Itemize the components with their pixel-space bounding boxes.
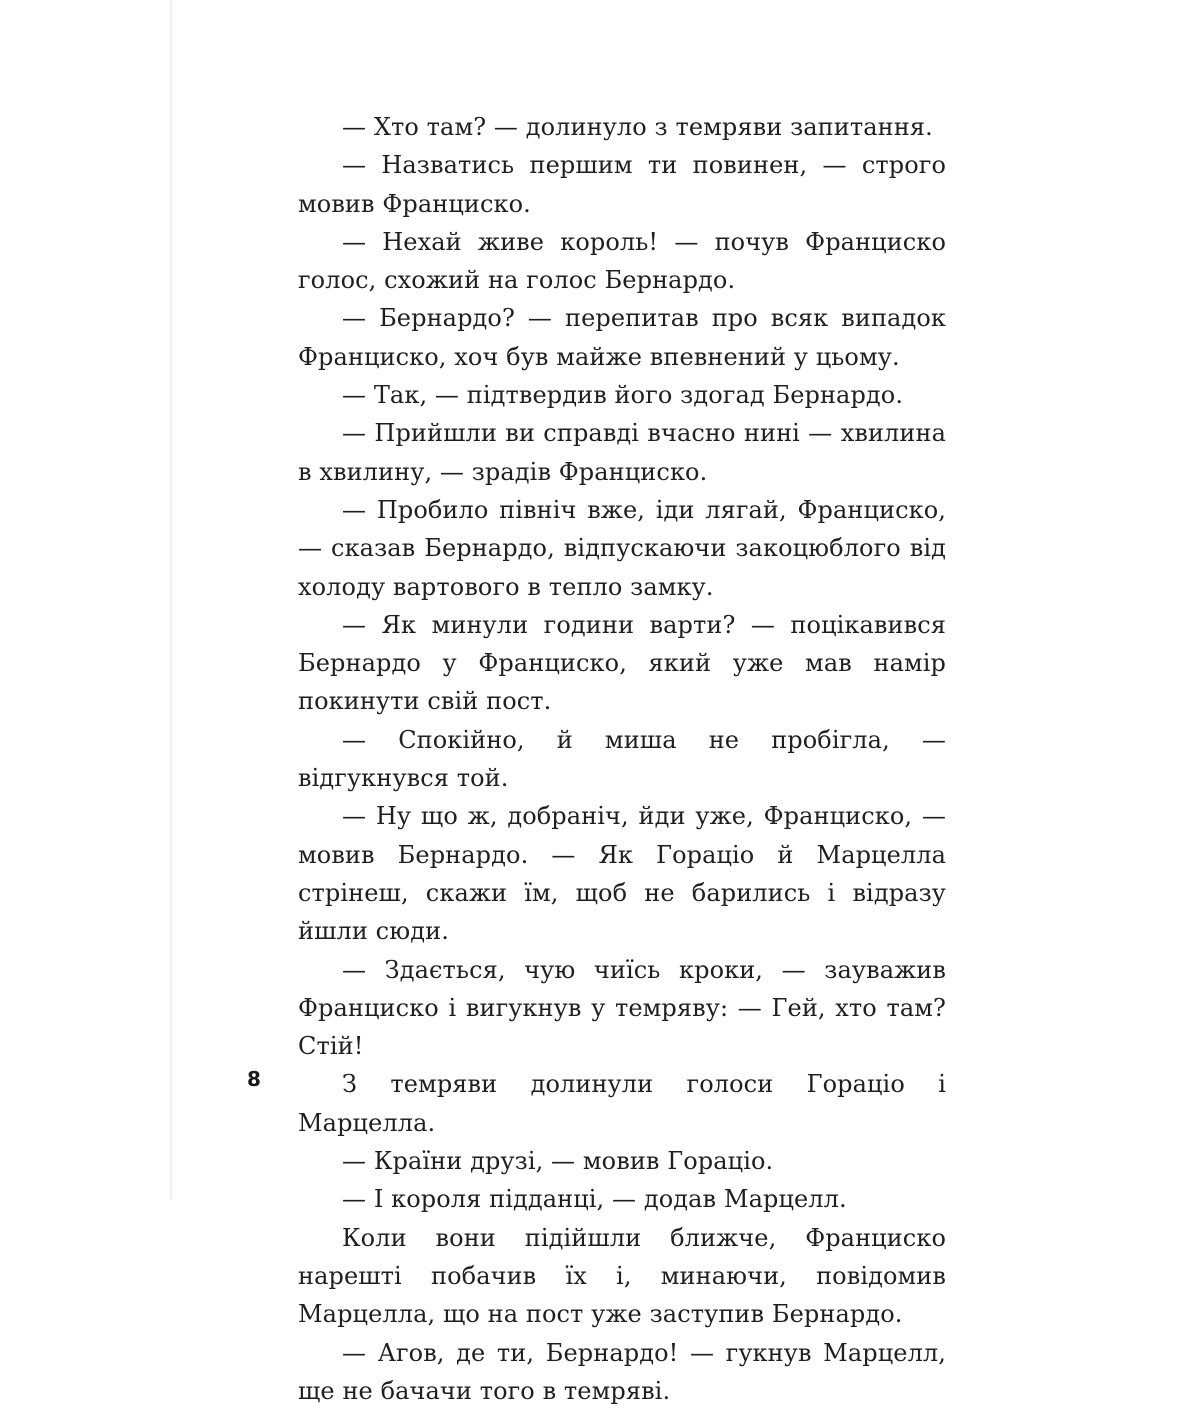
paragraph: — І короля підданці, — додав Марцелл. [298,1180,946,1218]
paragraph: — Агов, де ти, Бернардо! — гукнув Марцелл, ще не бачачи того в темряві. [298,1334,946,1410]
page-fold-shadow [170,0,173,1200]
paragraph: — Здається, чую чиїсь кроки, — зауважив Франциско і вигукнув у темряву: — Гей, хто там? Стій! [298,951,946,1066]
paragraph: — Як минули години варти? — поцікавився Бернардо у Франциско, який уже мав намір покинути свій пост. [298,606,946,721]
paragraph: Коли вони підійшли ближче, Франциско нарешті побачив їх і, минаючи, повідомив Марцелла, що на пост уже заступив Бернардо. [298,1219,946,1334]
paragraph: — Пробило північ вже, іди лягай, Франциско, — сказав Бернардо, відпускаючи закоцюблого від холоду вартового в тепло замку. [298,491,946,606]
paragraph: — Бернардо? — перепитав про всяк випадок Франциско, хоч був майже впевнений у цьому. [298,299,946,376]
paragraph: — Назватись першим ти повинен, — строго мовив Франциско. [298,146,946,223]
paragraph: — Ну що ж, добраніч, йди уже, Франциско, — мовив Бернардо. — Як Гораціо й Марцелла стрінеш, скажи їм, щоб не барились і відразу йшли сюди. [298,797,946,950]
paragraph: — Спокійно, й миша не пробігла, — відгукнувся той. [298,721,946,798]
paragraph: — Країни друзі, — мовив Гораціо. [298,1142,946,1180]
body-text [298,108,946,1410]
paragraph: — Так, — підтвердив його здогад Бернардо. [298,376,946,414]
page-number: 8 [247,1067,261,1091]
paragraph: — Прийшли ви справді вчасно нині — хвилина в хвилину, — зрадів Франциско. [298,414,946,491]
paragraph: — Хто там? — долинуло з темряви запитання. [298,108,946,146]
paragraph: З темряви долинули голоси Гораціо і Марцелла. [298,1065,946,1142]
paragraph: — Нехай живе король! — почув Франциско голос, схожий на голос Бернардо. [298,223,946,300]
